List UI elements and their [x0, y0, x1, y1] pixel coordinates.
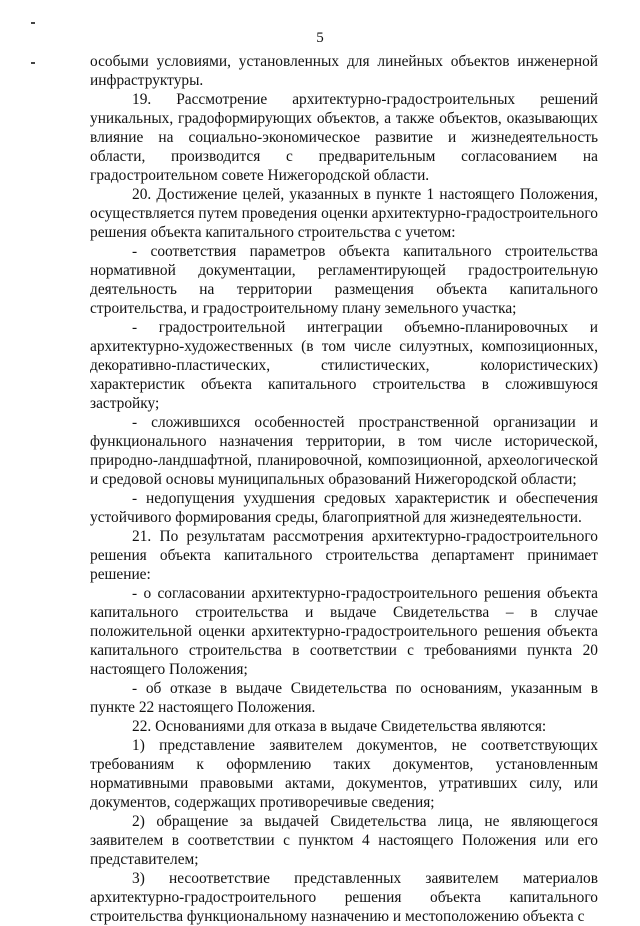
list-item: 3) несоответствие представленных заявителем материалов архитектурно-градостроительного решения объекта капитального строительства функциональному назначению и местоположению объекта с: [90, 870, 598, 925]
paragraph: 19. Рассмотрение архитектурно-градостроительных решений уникальных, градоформирующих объектов, а также объектов, оказывающих влияние на социально-экономическое развитие и жизнедеятельность области, производится с предварительным согласованием на градостроительном совете Нижегородской области.: [90, 91, 598, 184]
list-item: - недопущения ухудшения средовых характеристик и обеспечения устойчивого формирования среды, благоприятной для жизнедеятельности.: [90, 490, 598, 526]
document-body: [90, 52, 598, 926]
page-number: 5: [316, 30, 324, 46]
paragraph: 22. Основаниями для отказа в выдаче Свидетельства являются:: [132, 718, 547, 735]
list-item: 2) обращение за выдачей Свидетельства лица, не являющегося заявителем в соответствии с пунктом 4 настоящего Положения или его представителем;: [90, 813, 598, 868]
list-item: - сложившихся особенностей пространственной организации и функционального назначения территории, в том числе исторической, природно-ландшафтной, планировочной, композиционной, археологической и средовой основы муниципальных образований Нижегородской области;: [90, 414, 598, 488]
paragraph: 20. Достижение целей, указанных в пункте 1 настоящего Положения, осуществляется путем проведения оценки архитектурно-градостроительного решения объекта капитального строительства с учетом:: [90, 186, 598, 241]
paragraph: особыми условиями, установленных для линейных объектов инженерной инфраструктуры.: [90, 53, 598, 89]
margin-mark: [31, 62, 35, 64]
list-item: - градостроительной интеграции объемно-планировочных и архитектурно-художественных (в том числе силуэтных, композиционных, декоративно-пластических, стилистических, колористических) характеристик объекта капитального строительства в сложившуюся застройку;: [90, 319, 598, 412]
paragraph: 21. По результатам рассмотрения архитектурно-градостроительного решения объекта капитального строительства департамент принимает решение:: [90, 528, 598, 583]
list-item: - о согласовании архитектурно-градостроительного решения объекта капитального строительства и выдаче Свидетельства – в случае положительной оценки архитектурно-градостроительного решения объекта капитального строительства в соответствии с требованиями пункта 20 настоящего Положения;: [90, 585, 598, 678]
list-item: - об отказе в выдаче Свидетельства по основаниям, указанным в пункте 22 настоящего Положения.: [90, 680, 598, 716]
margin-mark: [31, 22, 35, 24]
list-item: - соответствия параметров объекта капитального строительства нормативной документации, регламентирующей градостроительную деятельность на территории размещения объекта капитального строительства, и градостроительному плану земельного участка;: [90, 243, 598, 317]
list-item: 1) представление заявителем документов, не соответствующих требованиям к оформлению таких документов, установленным нормативными правовыми актами, документов, утративших силу, или документов, содержащих противоречивые сведения;: [90, 737, 598, 811]
